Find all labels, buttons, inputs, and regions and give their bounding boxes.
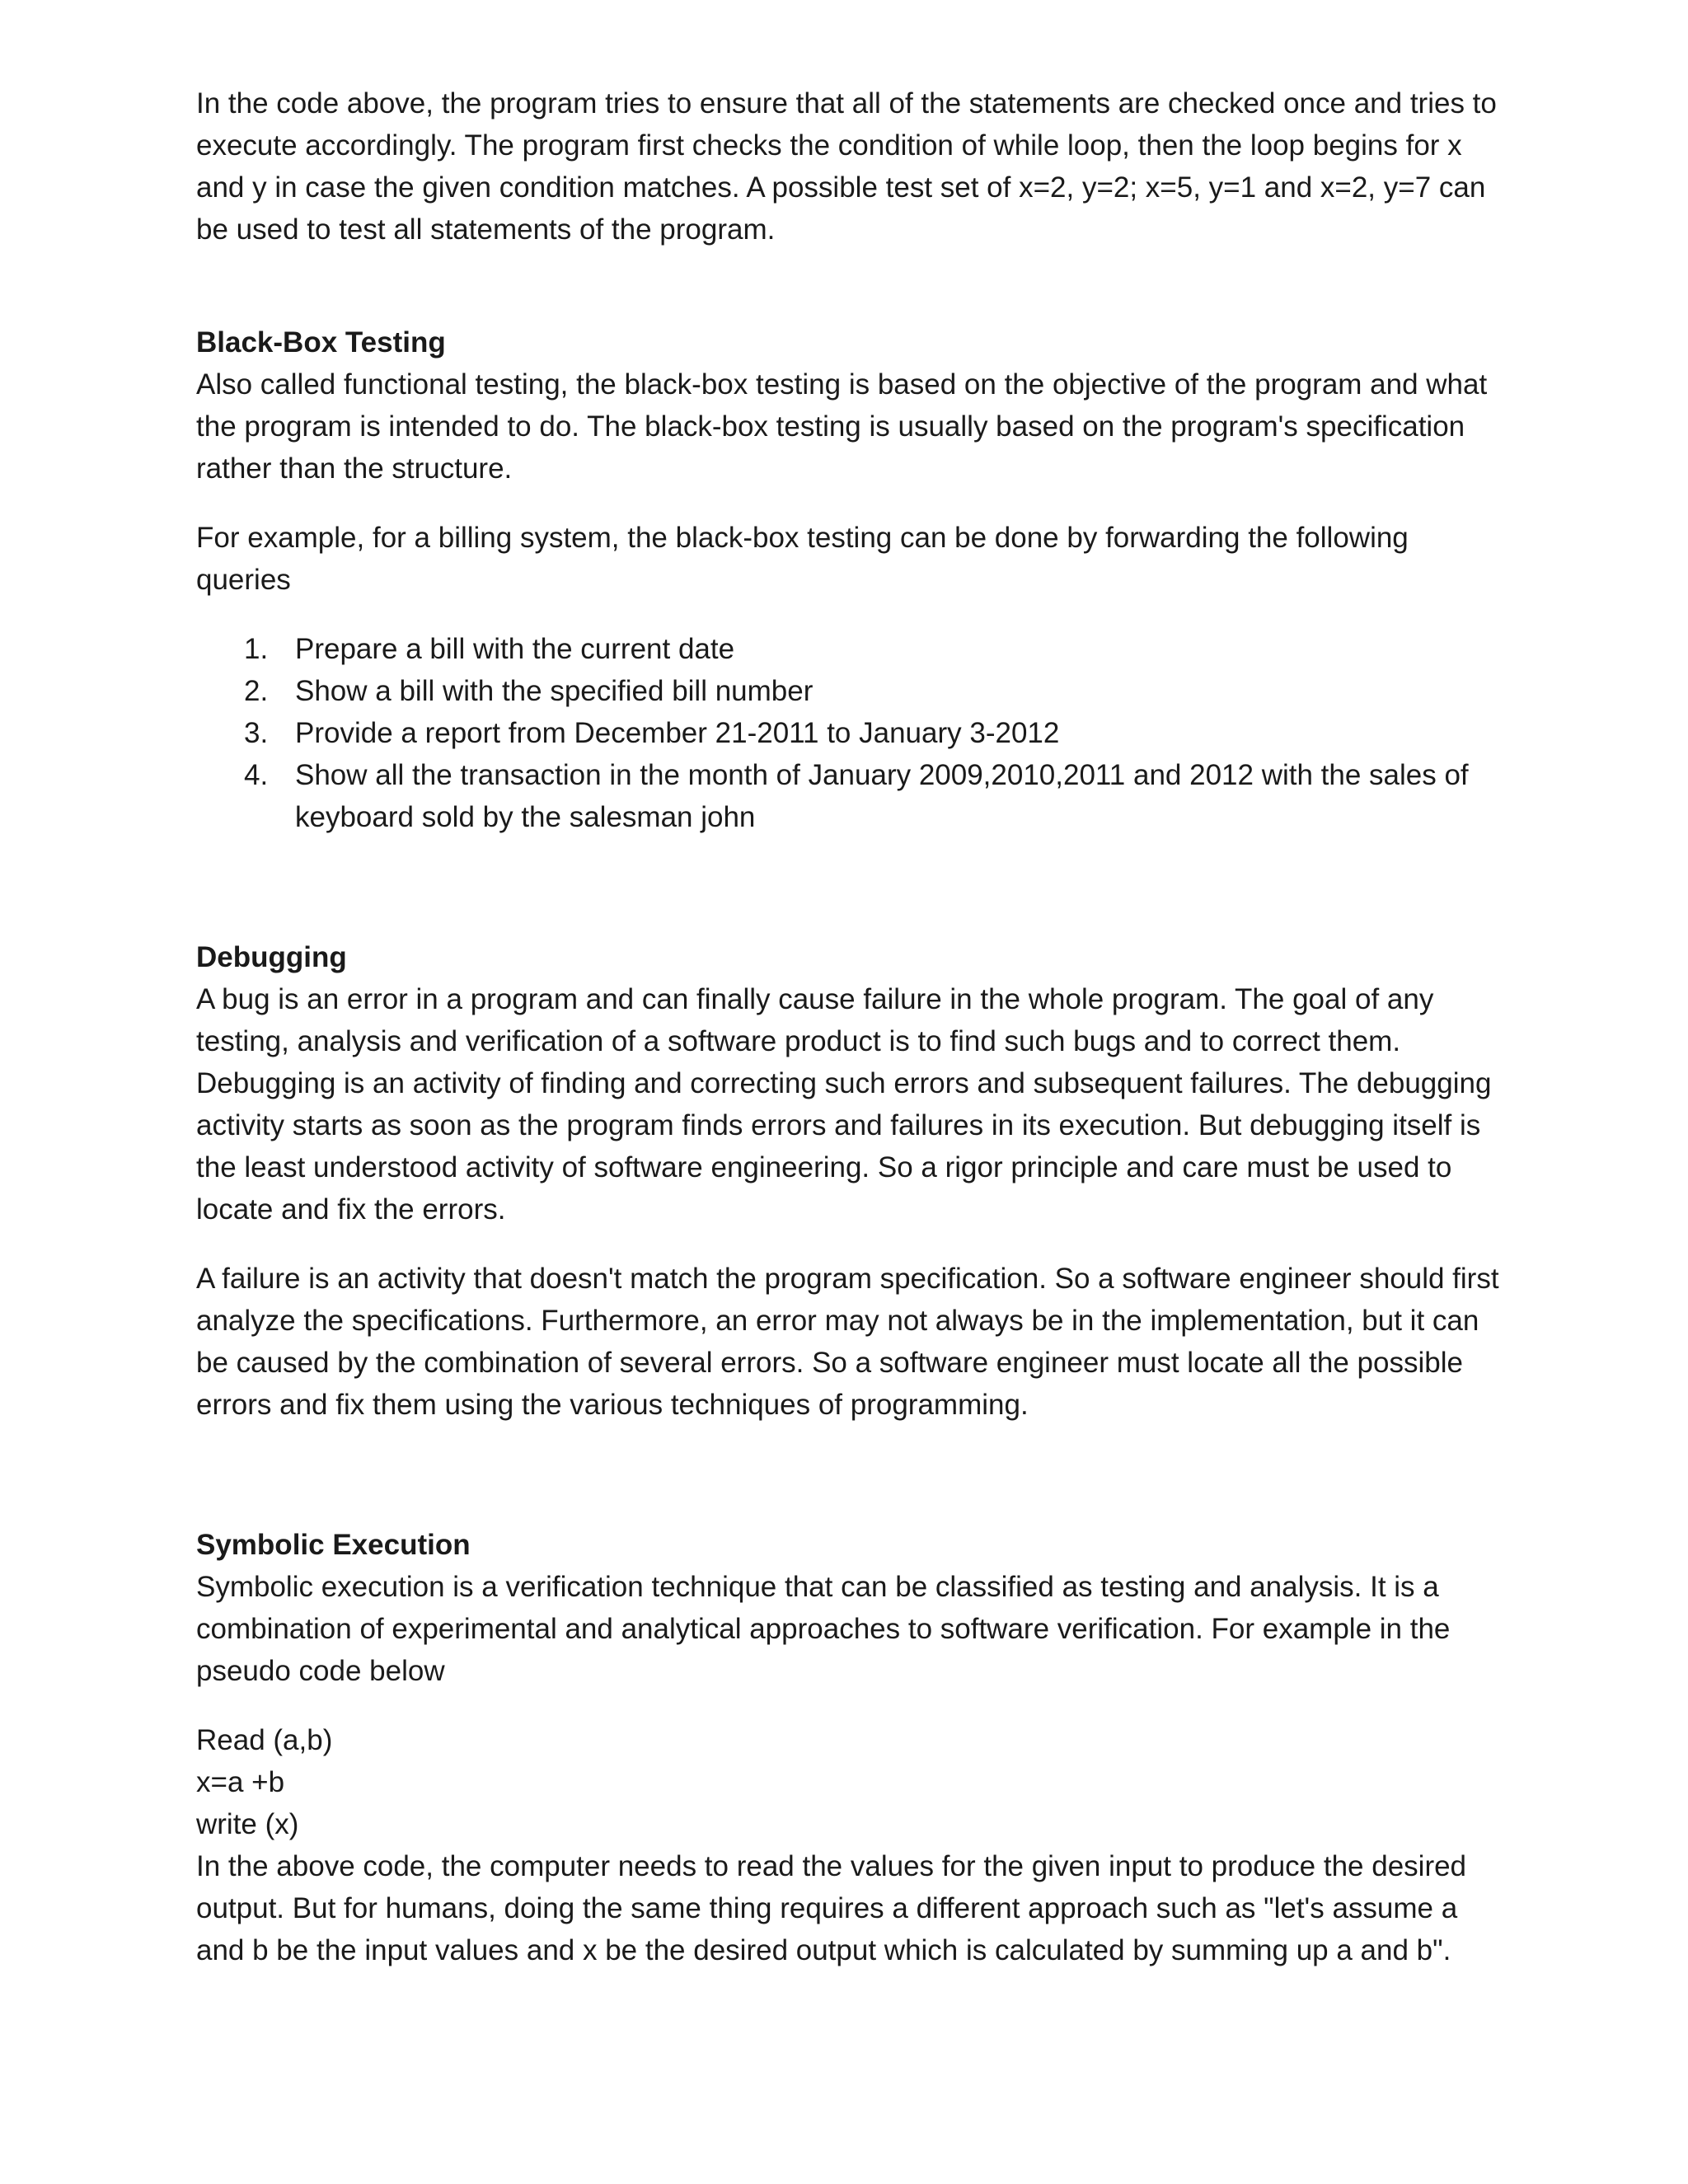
code-line: write (x) — [196, 1808, 299, 1840]
symbolic-paragraph-2: In the above code, the computer needs to read the values for the given input to produce the desired output. But for humans, doing the same thing requires a different approach such as "let's assume a and b be the input values and x be the desired output which is calculated by summing up a and b". — [196, 1850, 1467, 1966]
query-list-item — [196, 712, 1511, 754]
symbolic-paragraph-1: Symbolic execution is a verification technique that can be classified as testing and analysis. It is a combination of experimental and analytical approaches to software verification. For example in the pseudo code below — [196, 1571, 1451, 1687]
list-item-text: Show a bill with the specified bill number — [295, 675, 814, 707]
intro-paragraph: In the code above, the program tries to ensure that all of the statements are checked once and tries to execute accordingly. The program first checks the condition of while loop, then the loop begins for x and y in case the given condition matches. A possible test set of x=2, y=2; x=5, y=1 and x=2, y=7 can be used to test all statements of the program. — [196, 87, 1497, 246]
black-box-paragraph-1: Also called functional testing, the black-box testing is based on the objective of the program and what the program is intended to do. The black-box testing is usually based on the program's specification rather than the structure. — [196, 368, 1488, 485]
code-line: Read (a,b) — [196, 1724, 333, 1756]
debugging-heading: Debugging — [196, 941, 347, 973]
section-spacer — [196, 251, 1511, 321]
code-line: x=a +b — [196, 1766, 285, 1798]
list-item-text: Show all the transaction in the month of January 2009,2010,2011 and 2012 with the sales of keyboard sold by the salesman john — [295, 759, 1469, 833]
query-list-item — [196, 628, 1511, 670]
query-list-item — [196, 754, 1511, 838]
document-body — [196, 82, 1511, 1971]
list-item-text: Provide a report from December 21-2011 to January 3-2012 — [295, 717, 1060, 749]
list-number: 4. — [244, 759, 269, 791]
symbolic-execution-heading: Symbolic Execution — [196, 1529, 471, 1561]
list-number: 3. — [244, 717, 269, 749]
section-spacer — [196, 838, 1511, 936]
black-box-paragraph-2: For example, for a billing system, the black-box testing can be done by forwarding the following queries — [196, 522, 1409, 596]
debugging-paragraph-2: A failure is an activity that doesn't match the program specification. So a software engineer should first analyze the specifications. Furthermore, an error may not always be in the implementation, but it can be caused by the combination of several errors. So a software engineer must locate all the possible errors and fix them using the various techniques of programming. — [196, 1263, 1499, 1421]
section-spacer — [196, 1426, 1511, 1524]
black-box-heading: Black-Box Testing — [196, 326, 446, 359]
list-item-text: Prepare a bill with the current date — [295, 633, 735, 665]
query-list-item — [196, 670, 1511, 712]
query-list — [196, 628, 1511, 838]
list-number: 1. — [244, 633, 269, 665]
debugging-paragraph-1: A bug is an error in a program and can finally cause failure in the whole program. The goal of any testing, analysis and verification of a software product is to find such bugs and to correct them. Debugging is an activity of finding and correcting such errors and subsequent failures. The debugging activity starts as soon as the program finds errors and failures in its execution. But debugging itself is the least understood activity of software engineering. So a rigor principle and care must be used to locate and fix the errors. — [196, 983, 1492, 1226]
pseudo-code-block — [196, 1719, 1511, 1845]
list-number: 2. — [244, 675, 269, 707]
